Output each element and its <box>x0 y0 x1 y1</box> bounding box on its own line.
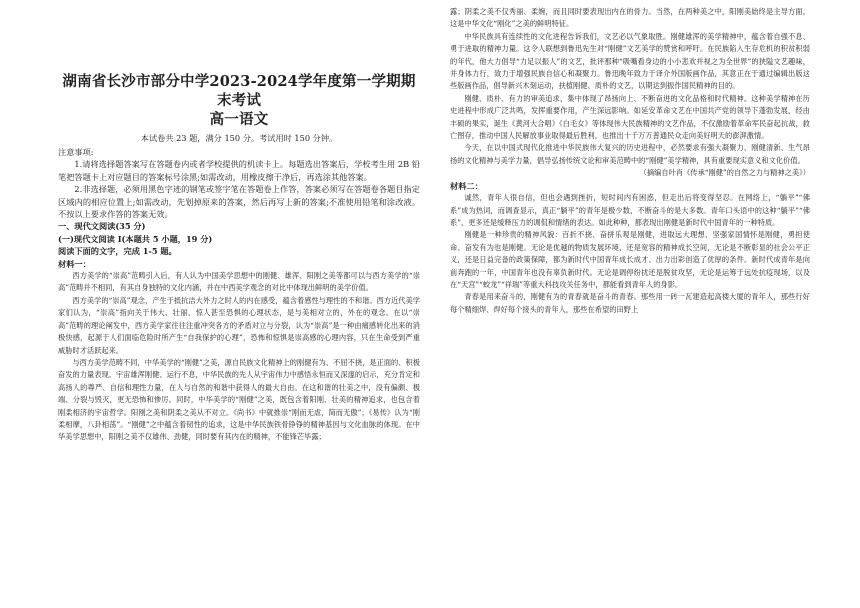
material-1-label: 材料一： <box>58 258 91 269</box>
subsection-title: (一)现代文阅读 I(本题共 5 小题，19 分) <box>58 233 213 244</box>
material-1-source: （摘编自叶肖《传承“刚健”的自然之力与精神之美》） <box>639 168 810 178</box>
material-1-paragraph: 与西方美学范畴不同，中华美学的“刚健”之美，源自民族文化精神上的刚健有为、不屈不挠，是正面的、积极奋发的力量表现。宇宙雄浑刚健、运行不息，中华民族的先人从宇宙伟力中感悟永恒而又深邃的启示，充分肯定和高扬人的尊严、自信和理性力量，在人与自然的和谐中获得人的最大自由。在这和谐的壮美之中，没有偏颇、极端、分裂与毁灭，更无恐怖和惨厉。同时，中华美学的“刚健”之美，既包含着阳刚、壮美的精神追求，也包含着刚柔相济的宇宙哲学。阳刚之美和阴柔之美从不对立。《尚书》中就推崇“刚而无虐，简而无傲”；《易传》认为“刚柔相摩，八卦相荡”。“刚健”之中蕴含着韧性的追求，这是中华民族铁骨铮铮的精神基因与文化血脉的体现。在中华美学思想中，阳刚之美不仅雄伟、劲健，同时要有其内在的精神，不能锋芒毕露； <box>58 357 420 442</box>
note-item-1: 1.请将选择题答案写在答题卷内或者学校提供的机读卡上。每题选出答案后，学校考生用 2B 铅笔把答题卡上对应题目的答案标号涂黑;如需改动，用橡皮擦干净后，再选涂其他答案。 <box>58 159 420 182</box>
material-1-continued: 露；阴柔之美不仅秀丽、柔婉，而且同时要表现出内在的骨力。当然，在两种美之中，阳刚美始终是主导方面，这是中华文化“刚化”之美的鲜明特征。 <box>450 7 810 29</box>
material-2-paragraph: 青春是用来奋斗的，刚健有为的青春就是奋斗的青春。那些用一砖一瓦建造起高楼大厦的青年人，那些行好每个精细焊、焊好每个接头的青年人，那些在希望的田野上 <box>450 292 810 314</box>
note-item-2: 2.非选择题，必须用黑色字迹的钢笔或签字笔在答题卷上作答，答案必须写在答题卷各题目指定区域内的相应位置上;如需改动，先划掉原来的答案，然后再写上新的答案;不准使用铅笔和涂改液。不按以上要求作答的答案无效。 <box>58 184 420 220</box>
exam-subject: 高一语文 <box>209 111 269 128</box>
left-column <box>58 0 420 608</box>
exam-meta: 本试卷共 23 题，满分 150 分。考试用时 150 分钟。 <box>140 133 338 143</box>
reading-instruction: 阅读下面的文字，完成 1-5 题。 <box>58 246 177 257</box>
right-column <box>450 0 810 608</box>
material-1-paragraph: 西方美学的“崇高”范畴引入后，有人认为中国美学思想中的刚健、雄浑、阳刚之美等都可以与西方美学的“崇高”范畴并不相同，有其自身独特的文化内涵，并在中西美学观念的对比中体现出鲜明的美学价值。 <box>58 271 420 293</box>
exam-title: 湖南省长沙市部分中学2023-2024学年度第一学期期末考试 <box>62 73 416 109</box>
notes-heading: 注意事项: <box>58 147 94 157</box>
material-2-label: 材料二： <box>450 180 483 191</box>
material-1-paragraph: 中华民族具有连续性的文化进程告诉我们，文艺必以气象取胜。刚健雄浑的美学精神中，蕴含着自强不息、勇于进取的精神力量。这令人联想到鲁迅先生对“刚健”文艺美学的赞赏和呼吁。在民族陷入生存危机的积贫积弱的年代，他大力倡导“力足以振人”的文艺，批评那种“吸嘴看身边的小小悲欢并视之为全世界”的狭隘文艺趣味，并身体力行，致力于增强民族自信心和凝聚力。鲁迅晚年致力于译介外国版画作品，其意正在于通过编辑出版这些版画作品，倡导新兴木刻运动，扶植刚健、质朴的文艺，以期达到振作国民精神的目的。 <box>450 31 810 91</box>
material-2-paragraph: 诚然，青年人很自信，但也会遇到挫折，短时间内有困惑，但走出后将变得坚忍。在网络上，“躺平”“佛系”成为热词，而调查显示，真正“躺平”的青年是极少数，不断奋斗的是大多数。青年口头语中的这种“躺平”“佛系”，更多还是缓释压力的调侃和情绪的表达。如此种种，都表现出刚健是新时代中国青年的一种特质。 <box>450 193 810 227</box>
section-title: 一、现代文阅读(35 分) <box>58 221 146 232</box>
material-2-paragraph: 刚健是一种珍贵的精神风貌：百折不挠、奋拼乐观是刚健，进取远大理想、坚强家国情怀是刚健，勇担使命、奋发有为也是刚健。无论是优越的物质发展环境，还是宽容的精神成长空间，无论是不断彰显的社会公平正义，还是日益完备的政策保障，都为新时代中国青年成长成才、出力出彩创造了优厚的条件。新时代成青年是向前奔跑的一年，中国青年也没有辜负新时代。无论是调停纷扰还是脱贫攻坚，无论是运筹于远处抗疫现场，以及在“天宫”“蛟龙”“祥瑞”等重大科技攻关任务中，都能看到青年人的身影。 <box>450 230 810 289</box>
material-1-paragraph: 西方美学的“崇高”观念，产生于抵抗洁大外力之时人的内在感受，蕴含着感性与理性的不和谐。西方近代美学家们认为，“崇高”指向关于伟大、壮丽、惊人甚至恐惧的心理状态，是与美相对立的，外在的观念。在以“崇高”范畴的理论阐发中，西方美学家往往注重冲突各方的矛盾对立与分裂，认为“崇高”是一种由痛感转化出来的消极快感，起源于人们面临危险时所产生“自我保护的心理”，恐怖和惊惧是崇高感的心理内容，只在生命受到严重威胁时才活跃起来。 <box>58 295 420 355</box>
material-1-paragraph: 刚健、质朴、有力的审美追求，集中体现了昂扬向上、不断奋进的文化品格和时代精神。这种美学精神在历史进程中形成广泛共鸣，发挥重要作用，产生深远影响。如延安革命文艺在中国共产党的领导下蓬勃发展，经由丰硕的果实，诞生《黄河大合唱》《白毛女》等体现伟大民族精神的文艺作品，不仅激励着革命军民奋起抗战，救亡图存，推动中国人民解放事业取得最后胜利，也推出十千万万普通民众走向美好明天的澎湃激情。 <box>450 93 810 141</box>
material-1-paragraph: 今天，在以中国式现代化推进中华民族伟大复兴的历史进程中，必然要求有强大凝聚力、刚健清新、生气昂扬的文化精神与美学力量，倡导弘扬传统文论和审美范畴中的“刚健”美学精神，具有重要现实意义和文化价值。 <box>450 143 810 165</box>
